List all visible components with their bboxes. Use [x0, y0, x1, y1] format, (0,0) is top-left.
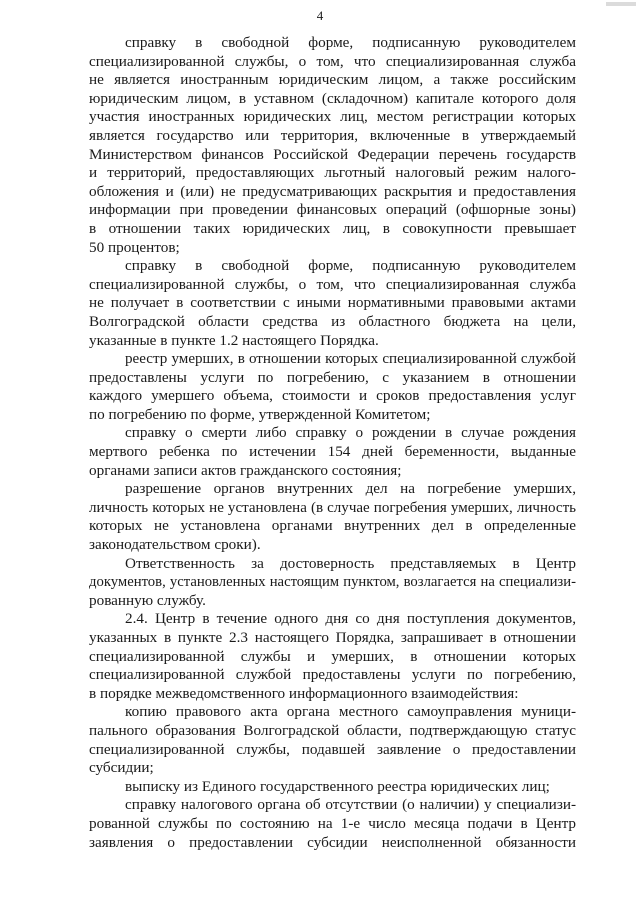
text-line: Министерством финансов Российской Федерации перечень государств	[89, 145, 576, 163]
text-line: является государство или территория, включенные в утверждаемый	[89, 126, 576, 144]
scan-mark	[606, 2, 636, 6]
text-line: справку о смерти либо справку о рождении в случае рождения	[125, 424, 576, 442]
text-line: заявления о предоставлении субсидии неисполненной обязанности	[89, 833, 576, 851]
text-line: разрешение органов внутренних дел на погребение умерших,	[125, 480, 576, 498]
text-line: информации при проведении финансовых операций (офшорные зоны)	[89, 201, 576, 219]
text-line: специализированной службы и умерших, в отношении которых	[89, 647, 576, 665]
text-line: справку налогового органа об отсутствии (о наличии) у специализи-	[125, 796, 576, 814]
text-line: 2.4. Центр в течение одного дня со дня поступления документов,	[125, 610, 576, 628]
text-line: специализированной службы, подавшей заявление о предоставлении	[89, 740, 576, 758]
text-line: указанных в пункте 2.3 настоящего Порядка, запрашивает в отношении	[89, 629, 576, 646]
text-line: по погребению по форме, утвержденной Комитетом;	[89, 405, 431, 423]
text-line: справку в свободной форме, подписанную руководителем	[125, 257, 576, 275]
text-line: законодательством сроки).	[89, 536, 261, 554]
text-line: обложения и (или) не предусматривающих раскрытия и предоставления	[89, 182, 576, 200]
text-line: мертвого ребенка по истечении 154 дней беременности, выданные	[89, 443, 576, 461]
text-line: пального образования Волгоградской области, подтверждающую статус	[89, 721, 576, 739]
text-line: Волгоградской области средства из областного бюджета на цели,	[89, 312, 576, 330]
text-line: Ответственность за достоверность представляемых в Центр	[125, 554, 576, 572]
text-line: специализированной службой предоставлены услуги по погребению,	[89, 666, 576, 684]
text-line: специализированной службы, о том, что специализированная служба	[89, 52, 576, 70]
text-line: справку в свободной форме, подписанную руководителем	[125, 34, 576, 51]
text-line: 50 процентов;	[89, 238, 180, 256]
text-line: рованной службы по состоянию на 1-е число месяца подачи в Центр	[89, 814, 576, 832]
text-line: участия иностранных юридических лиц, местом регистрации которых	[89, 108, 576, 126]
text-line: выписку из Единого государственного реестра юридических лиц;	[125, 777, 550, 795]
text-line: субсидии;	[89, 759, 154, 777]
text-line: не является иностранным юридическим лицом, а также российским	[89, 71, 576, 89]
text-line: юридическим лицом, в уставном (складочном) капитале которого доля	[89, 89, 576, 107]
text-line: предоставлены услуги по погребению, с указанием в отношении	[89, 368, 576, 386]
text-line: органами записи актов гражданского состояния;	[89, 461, 402, 479]
text-line: не получает в соответствии с иными нормативными правовыми актами	[89, 294, 576, 312]
text-line: которых не установлена органами внутренних дел в определенные	[89, 517, 576, 535]
text-line: личность которых не установлена (в случае погребения умерших, личность	[89, 499, 576, 516]
text-line: в отношении таких юридических лиц, в совокупности превышает	[89, 219, 576, 237]
text-line: рованную службу.	[89, 591, 206, 609]
text-line: реестр умерших, в отношении которых специализированной службой	[125, 351, 576, 368]
body-text	[89, 34, 576, 852]
text-line: копию правового акта органа местного самоуправления муници-	[125, 703, 576, 721]
text-line: документов, установленных настоящим пунктом, возлагается на специализи-	[89, 574, 576, 591]
text-line: и территорий, предоставляющих льготный налоговый режим налого-	[89, 164, 576, 182]
page-number: 4	[316, 8, 324, 23]
text-line: специализированной службы, о том, что специализированная служба	[89, 275, 576, 293]
text-line: указанные в пункте 1.2 настоящего Порядка.	[89, 331, 379, 349]
text-line: каждого умершего объема, стоимости и сроков предоставления услуг	[89, 387, 576, 405]
text-line: в порядке межведомственного информационного взаимодействия:	[89, 684, 519, 702]
